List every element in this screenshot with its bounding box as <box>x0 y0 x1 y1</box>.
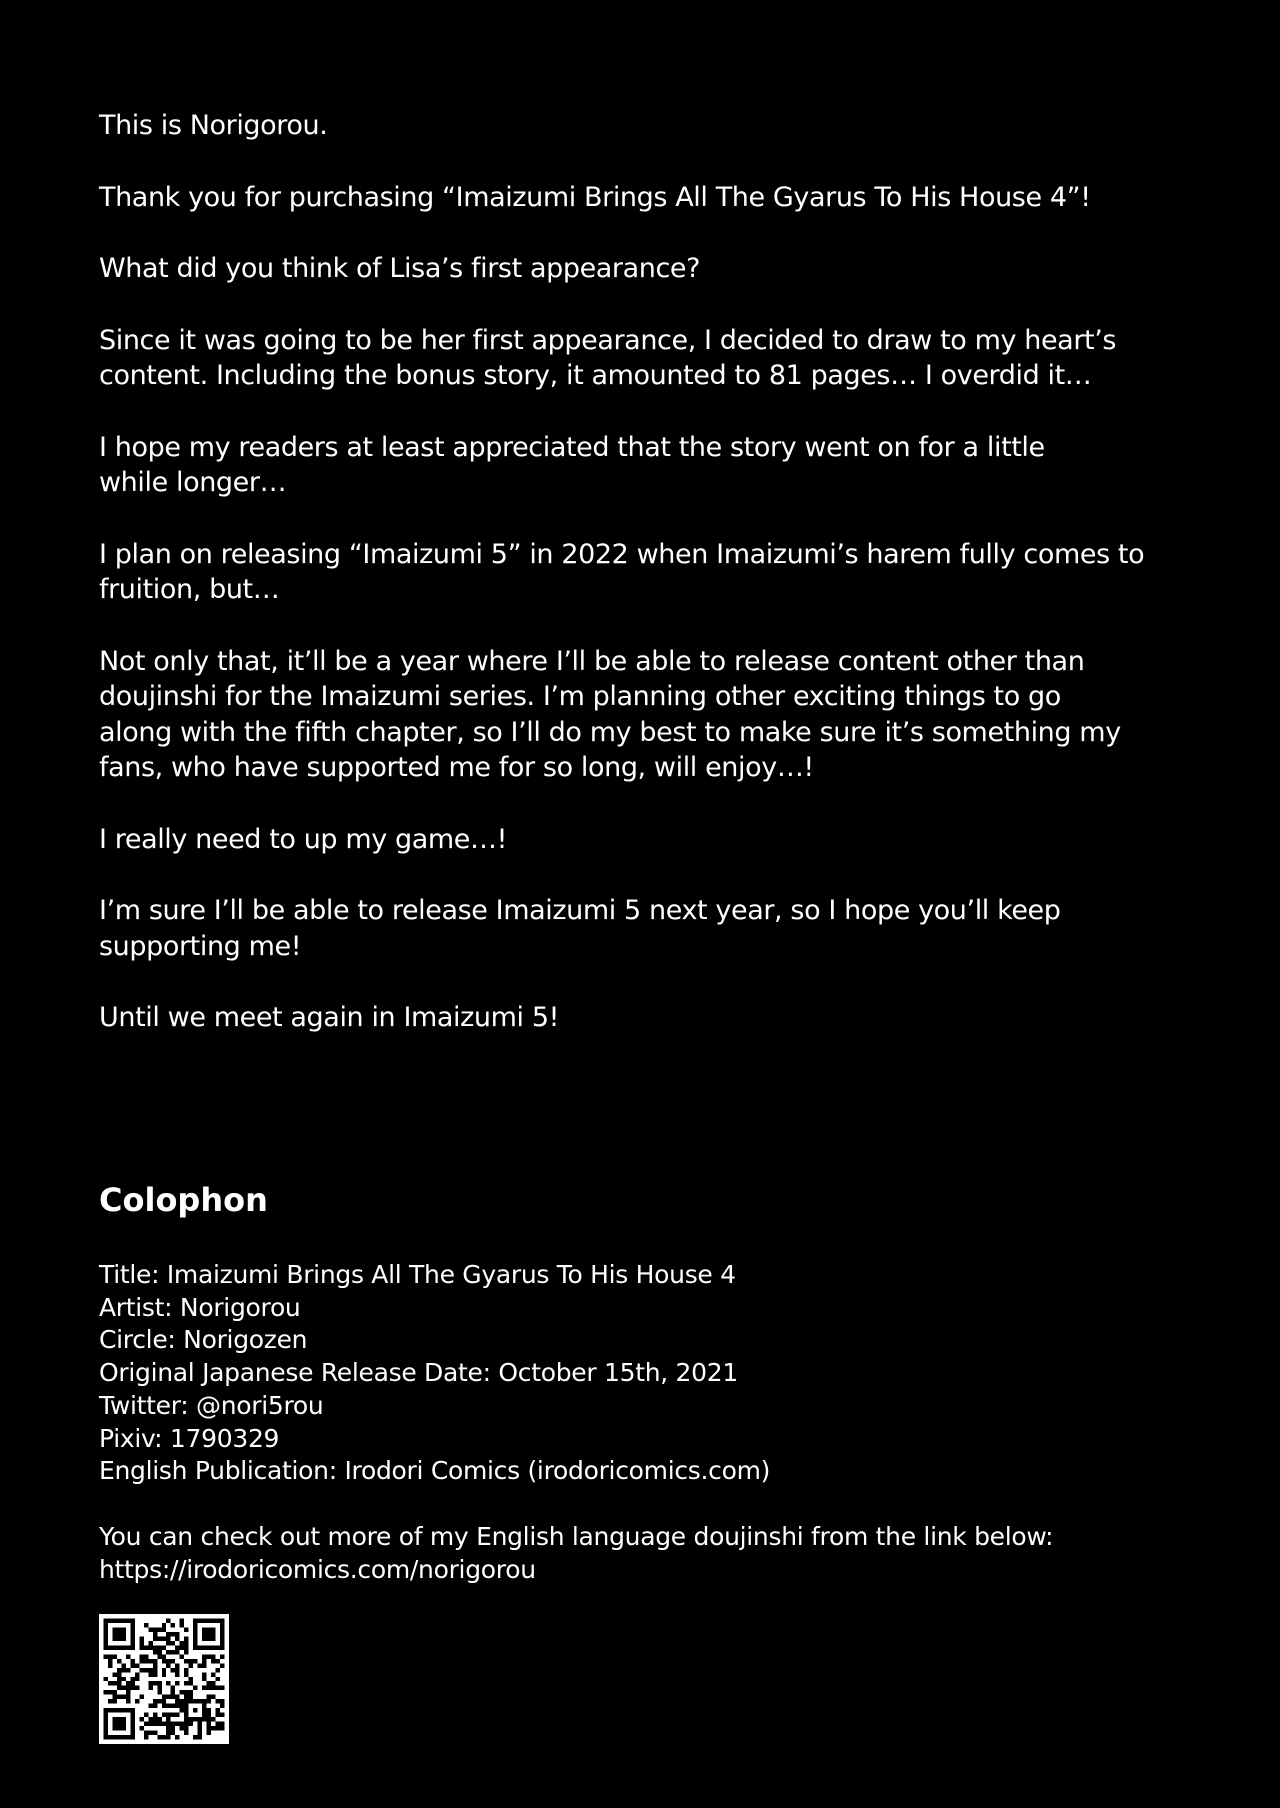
afterword-paragraph: What did you think of Lisa’s first appearance? <box>99 253 701 284</box>
afterword-paragraph: I plan on releasing “Imaizumi 5” in 2022 when Imaizumi’s harem fully comes to fruition, but… <box>99 538 1145 605</box>
colophon-release-date-line: Original Japanese Release Date: October 15th, 2021 <box>99 1358 738 1388</box>
colophon-pixiv-line: Pixiv: 1790329 <box>99 1423 280 1453</box>
colophon-note <box>99 1521 1209 1586</box>
qr-code-icon[interactable] <box>99 1614 229 1744</box>
colophon-link[interactable]: https://irodoricomics.com/norigorou <box>99 1554 536 1584</box>
afterword-paragraph: I hope my readers at least appreciated that the story went on for a little while longer… <box>99 431 1045 498</box>
afterword-paragraph: I really need to up my game…! <box>99 823 508 855</box>
colophon-publication-line: English Publication: Irodori Comics (irodoricomics.com) <box>99 1456 771 1486</box>
afterword-paragraph: Until we meet again in Imaizumi 5! <box>99 1002 560 1033</box>
colophon-note-text: You can check out more of my English language doujinshi from the link below: <box>99 1521 1054 1551</box>
afterword-paragraph: Thank you for purchasing “Imaizumi Brings All The Gyarus To His House 4”! <box>99 181 1091 213</box>
colophon-circle-line: Circle: Norigozen <box>99 1325 308 1355</box>
afterword <box>99 108 1209 1072</box>
afterword-paragraph: I’m sure I’ll be able to release Imaizumi 5 next year, so I hope you’ll keep supporting me! <box>99 895 1061 962</box>
colophon-heading: Colophon <box>99 1181 268 1219</box>
colophon-details <box>99 1259 1209 1488</box>
qr-code-graphic <box>99 1614 229 1744</box>
colophon-title-line: Title: Imaizumi Brings All The Gyarus To His House 4 <box>99 1260 736 1289</box>
afterword-paragraph: Since it was going to be her first appearance, I decided to draw to my heart’s content. Including the bonus story, it amounted to 81 pages… I overdid it… <box>99 324 1117 391</box>
colophon-twitter-line: Twitter: @nori5rou <box>99 1390 324 1420</box>
afterword-paragraph: Not only that, it’ll be a year where I’ll be able to release content other than doujinshi for the Imaizumi series. I’m planning other exciting things to go along with the fifth chapter, so I’ll do my best to make sure it’s something my fans, who have supported me for so long, will enjoy…! <box>99 645 1121 783</box>
colophon-artist-line: Artist: Norigorou <box>99 1292 301 1322</box>
colophon-section <box>99 1180 1209 1586</box>
afterword-paragraph: This is Norigorou. <box>99 110 328 141</box>
